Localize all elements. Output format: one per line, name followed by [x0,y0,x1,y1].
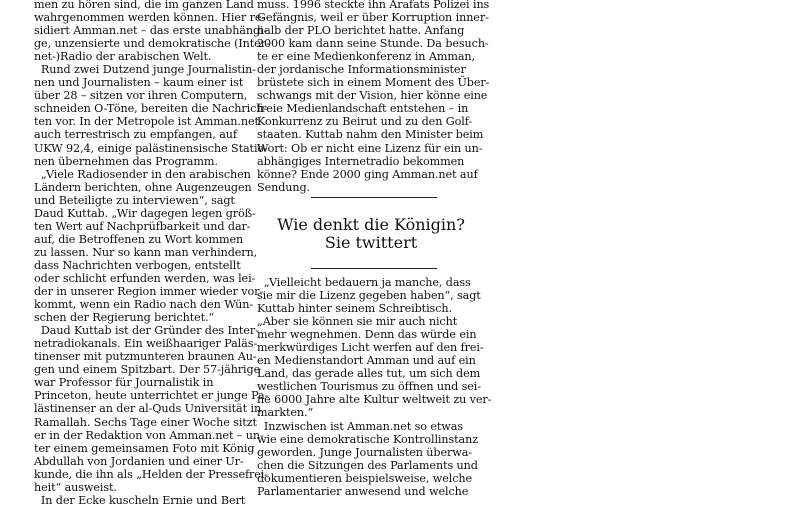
text-line: kommt, wenn ein Radio nach den Wün- [34,298,254,312]
text-line: markten.“ [257,406,314,420]
text-line: Abdullah von Jordanien und einer Ur- [34,454,244,468]
text-line: geworden. Junge Journalisten überwa- [257,445,472,459]
text-line: westlichen Tourismus zu öffnen und sei- [257,380,481,394]
paragraph [34,494,246,507]
text-line: Wort: Ob er nicht eine Lizenz für ein un- [257,141,483,155]
text-line: oder schlicht erfunden werden, was lei- [34,271,256,285]
text-line: Princeton, heute unterrichtet er junge Pa- [34,389,269,403]
text-line: Sendung. [257,180,310,194]
heading-rule-top [311,197,437,198]
text-line: wahrgenommen werden können. Hier re- [34,11,266,25]
text-line: freie Medienlandschaft entstehen – in [257,102,469,116]
text-line: ge, unzensierte und demokratische (Inter- [34,37,270,51]
text-line: Daud Kuttab. „Wir dagegen legen größ- [34,206,256,220]
text-line: muss. 1996 steckte ihn Arafats Polizei ins [257,0,490,11]
text-line: Inzwischen ist Amman.net so etwas [257,419,463,433]
text-line: UKW 92,4, einige palästinensische Statio- [34,141,268,155]
text-line: nen und Journalisten – kaum einer ist [34,76,244,90]
text-line: ter einem gemeinsamen Foto mit König [34,441,255,455]
text-line: ten Wert auf Nachprüfbarkeit und dar- [34,219,251,233]
text-line: tinenser mit putzmunteren braunen Au- [34,350,257,364]
section-heading [257,216,485,252]
text-line: sidiert Amman.net – das erste unabhängi- [34,24,268,38]
heading-line: Sie twittert [324,233,418,252]
paragraph [257,420,485,498]
text-line: ne 6000 Jahre alte Kultur weltweit zu ver- [257,393,492,407]
text-line: schwangs mit der Vision, hier könne eine [257,89,488,103]
text-line: Rund zwei Dutzend junge Journalistin- [34,63,256,77]
text-line: Parlamentarier anwesend und welche [257,484,469,498]
text-line: Kuttab hinter seinem Schreibtisch. [257,302,452,316]
text-line: „Viele Radiosender in den arabischen [34,167,251,181]
text-line: nen übernehmen das Programm. [34,154,218,168]
text-line: brüstete sich in einem Moment des Über- [257,76,490,90]
paragraph [257,0,490,194]
text-line: ten vor. In der Metropole ist Amman.net [34,115,259,129]
text-line: war Professor für Journalistik in [34,376,214,390]
text-line: gen und einem Spitzbart. Der 57-jährige [34,363,261,377]
text-line: schen der Regierung berichtet.“ [34,311,215,325]
paragraph [34,63,268,168]
text-line: staaten. Kuttab nahm den Minister beim [257,128,484,142]
text-line: Gefängnis, weil er über Korruption inner- [257,11,489,25]
text-line: merkwürdiges Licht werfen auf den frei- [257,341,484,355]
heading-line: Wie denkt die Königin? [277,215,465,234]
text-line: netradiokanals. Ein weißhaariger Paläs- [34,337,258,351]
text-line: 2000 kam dann seine Stunde. Da besuch- [257,37,489,51]
text-line: der jordanische Informationsminister [257,63,466,77]
paragraph [34,0,270,64]
text-line: te er eine Medienkonferenz in Amman, [257,50,475,64]
text-line: schneiden O-Töne, bereiten die Nachrich- [34,102,268,116]
text-line: auch terrestrisch zu empfangen, auf [34,128,237,142]
right-article-column-continued [257,276,492,498]
text-line: Land, das gerade alles tut, um sich dem [257,367,481,381]
paragraph [34,324,269,494]
text-line: „Vielleicht bedauern ja manche, dass [257,276,471,289]
text-line: men zu hören sind, die im ganzen Land [34,0,254,11]
text-line: mehr wegnehmen. Denn das würde ein [257,328,477,342]
text-line: Konkurrenz zu Beirut und zu den Golf- [257,115,473,129]
text-line: abhängiges Internetradio bekommen [257,154,465,168]
text-line: der in unserer Region immer wieder vor- [34,285,264,299]
text-line: sie mir die Lizenz gegeben haben“, sagt [257,289,481,303]
text-line: „Aber sie können sie mir auch nicht [257,315,458,329]
text-line: dass Nachrichten verbogen, entstellt [34,258,241,272]
paragraph [257,276,492,420]
text-line: könne? Ende 2000 ging Amman.net auf [257,167,478,181]
text-line: en Medienstandort Amman und auf ein [257,354,476,368]
text-line: kunde, die ihn als „Helden der Pressefrei- [34,467,268,481]
text-line: wie eine demokratische Kontrollinstanz [257,432,479,446]
right-article-column [257,0,490,194]
paragraph [34,167,264,325]
text-line: halb der PLO berichtet hatte. Anfang [257,24,465,38]
heading-rule-bottom [311,268,437,269]
text-line: Ländern berichten, ohne Augenzeugen [34,180,252,194]
text-line: chen die Sitzungen des Parlaments und [257,458,478,472]
text-line: In der Ecke kuscheln Ernie und Bert [34,493,246,507]
text-line: auf, die Betroffenen zu Wort kommen [34,232,244,246]
text-line: Ramallah. Sechs Tage einer Woche sitzt [34,415,257,429]
text-line: heit“ ausweist. [34,480,117,494]
text-line: Daud Kuttab ist der Gründer des Inter- [34,324,259,338]
text-line: dokumentieren beispielsweise, welche [257,471,473,485]
text-line: net-)Radio der arabischen Welt. [34,50,212,64]
left-article-column [34,0,270,507]
text-line: zu lassen. Nur so kann man verhindern, [34,245,258,259]
text-line: lästinenser an der al-Quds Universität in [34,402,262,416]
text-line: über 28 – sitzen vor ihren Computern, [34,89,248,103]
text-line: und Beteiligte zu interviewen“, sagt [34,193,235,207]
text-line: er in der Redaktion von Amman.net – un- [34,428,264,442]
